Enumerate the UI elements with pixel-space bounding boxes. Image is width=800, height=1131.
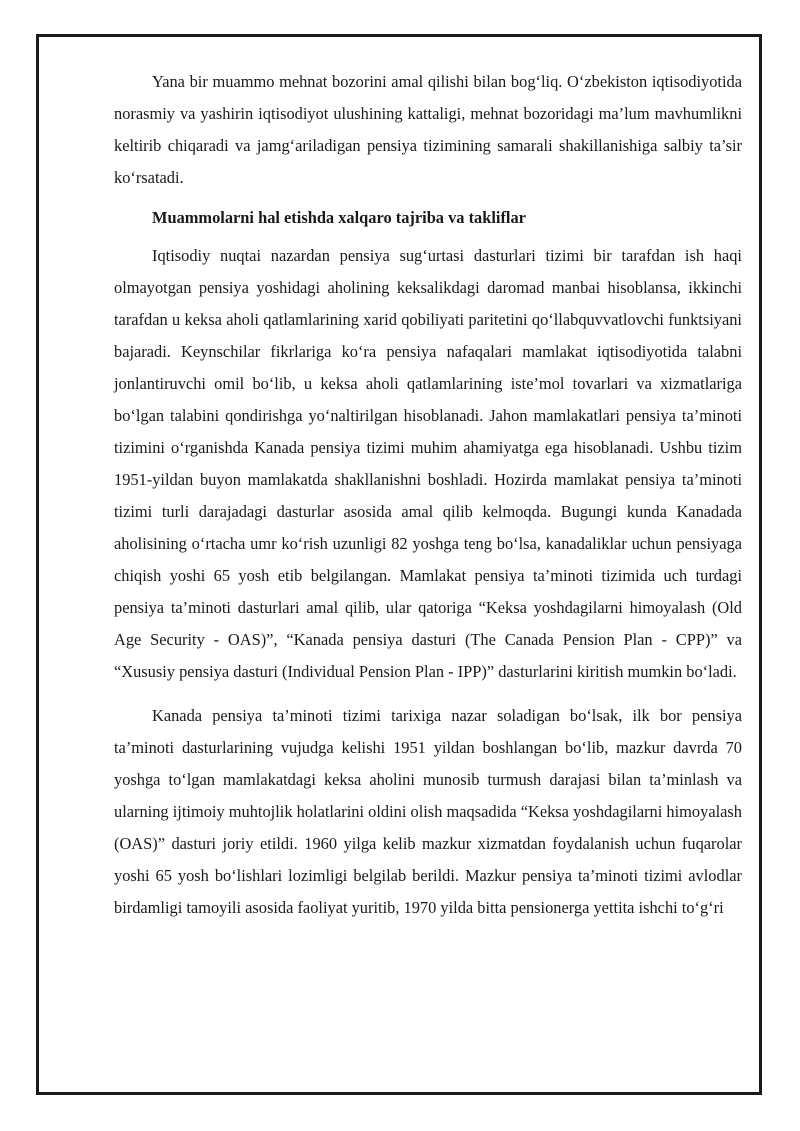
- document-body: [114, 66, 742, 924]
- paragraph-labor-market: Yana bir muammo mehnat bozorini amal qilishi bilan bog‘liq. O‘zbekiston iqtisodiyotida norasmiy va yashirin iqtisodiyot ulushining kattaligi, mehnat bozoridagi ma’lum mavhumlikni keltirib chiqaradi va jamg‘ariladigan pensiya tizimining samarali shakillanishiga salbiy ta’sir ko‘rsatadi.: [114, 72, 742, 187]
- paragraph-pension-economics: Iqtisodiy nuqtai nazardan pensiya sug‘urtasi dasturlari tizimi bir tarafdan ish haqi olmayotgan pensiya yoshidagi aholining keksalikdagi daromad manbai hisoblansa, ikkinchi tarafdan u keksa aholi qatlamlarining xarid qobiliyati paritetini qo‘llabquvvatlovchi funktsiyani bajaradi. Keynschilar fikrlariga ko‘ra pensiya nafaqalari mamlakat iqtisodiyotida talabni jonlantiruvchi omil bo‘lib, u keksa aholi qatlamlarining iste’mol tovarlari va xizmatlariga bo‘lgan talabini qondirishga yo‘naltirilgan hisoblanadi. Jahon mamlakatlari pensiya ta’minoti tizimini o‘rganishda Kanada pensiya tizimi muhim ahamiyatga ega hisoblanadi. Ushbu tizim 1951-yildan buyon mamlakatda shakllanishni boshladi. Hozirda mamlakat pensiya ta’minoti tizimi turli darajadagi dasturlar asosida amal qilib kelmoqda. Bugungi kunda Kanadada aholisining o‘rtacha umr ko‘rish uzunligi 82 yoshga teng bo‘lsa, kanadaliklar uchun pensiyaga chiqish yoshi 65 yosh etib belgilangan. Mamlakat pensiya ta’minoti tizimida uch turdagi pensiya ta’minoti dasturlari amal qilib, ular qatoriga “Keksa yoshdagilarni himoyalash (Old Age Security - OAS)”, “Kanada pensiya dasturi (The Canada Pension Plan - CPP)” va “Xususiy pensiya dasturi (Individual Pension Plan - IPP)” dasturlarini kiritish mumkin bo‘ladi.: [114, 246, 742, 681]
- paragraph-canada-history: Kanada pensiya ta’minoti tizimi tarixiga nazar soladigan bo‘lsak, ilk bor pensiya ta’minoti dasturlarining vujudga kelishi 1951 yildan boshlangan bo‘lib, mazkur davrda 70 yoshga to‘lgan mamlakatdagi keksa aholini munosib turmush darajasi bilan ta’minlash va ularning ijtimoiy muhtojlik holatlarini oldini olish maqsadida “Keksa yoshdagilarni himoyalash (OAS)” dasturi joriy etildi. 1960 yilga kelib mazkur xizmatdan foydalanish uchun fuqarolar yoshi 65 yosh bo‘lishlari lozimligi belgilab berildi. Mazkur pensiya ta’minoti tizimi avlodlar birdamligi tamoyili asosida faoliyat yuritib, 1970 yilda bitta pensionerga yettita ishchi to‘g‘ri: [114, 706, 742, 917]
- section-heading: Muammolarni hal etishda xalqaro tajriba va takliflar: [152, 208, 526, 227]
